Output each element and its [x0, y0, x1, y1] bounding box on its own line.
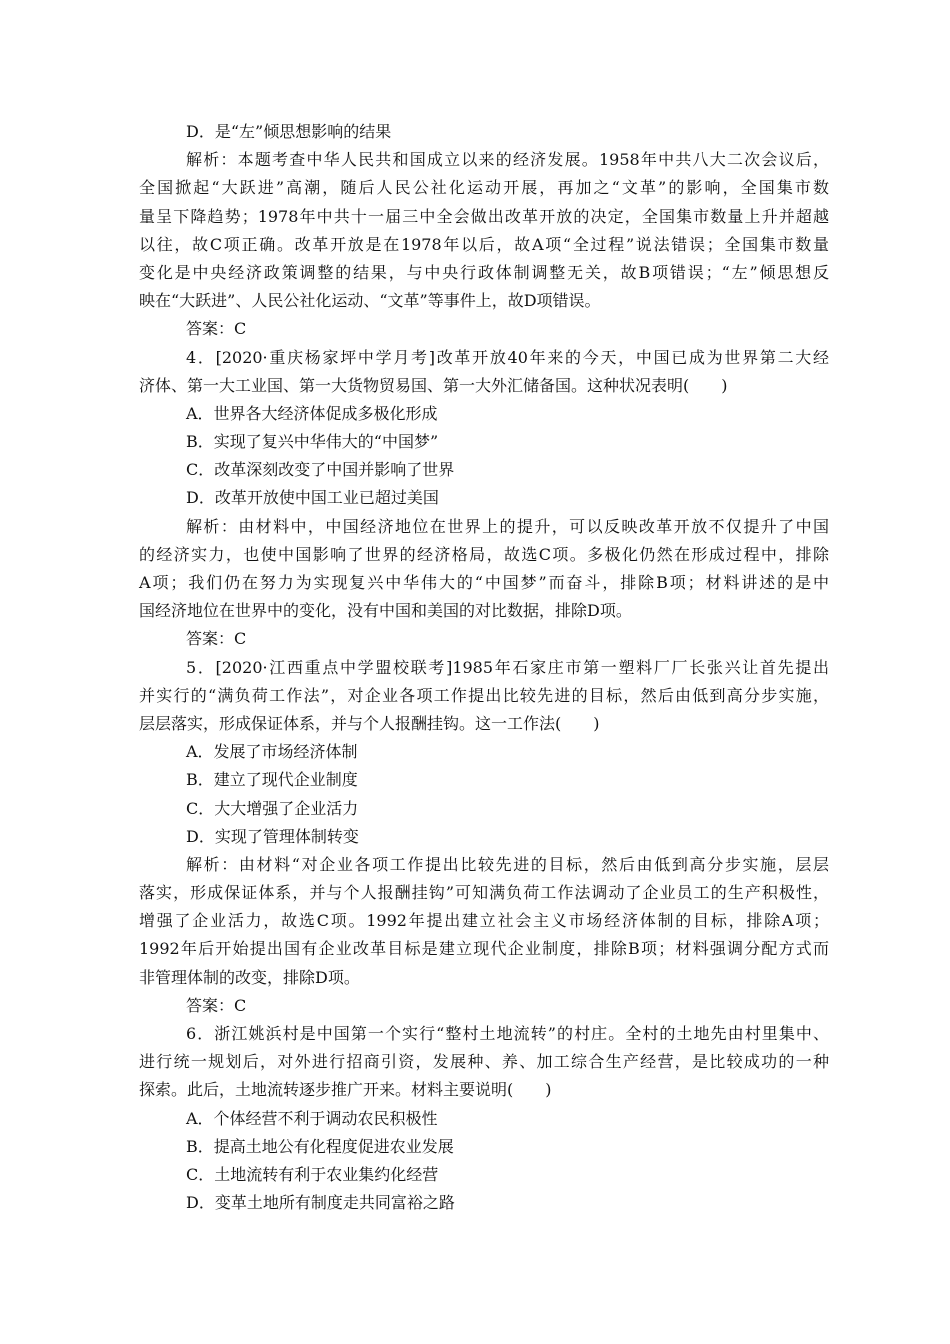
- text-line: 全国掀起“大跃进”高潮，随后人民公社化运动开展，再加之“文革”的影响，全国集市数: [139, 178, 829, 198]
- text-line: 变化是中央经济政策调整的结果，与中央行政体制调整无关，故B项错误；“左”倾思想反: [139, 262, 829, 282]
- text-line: 层层落实，形成保证体系，并与个人报酬挂钩。这一工作法( ): [139, 713, 600, 733]
- text-line: 非管理体制的改变，排除D项。: [139, 967, 360, 987]
- text-line: B．提高土地公有化程度促进农业发展: [186, 1136, 454, 1156]
- text-line: 济体、第一大工业国、第一大货物贸易国、第一大外汇储备国。这种状况表明( ): [139, 375, 728, 395]
- text-line: 1992年后开始提出国有企业改革目标是建立现代企业制度，排除B项；材料强调分配方式而: [139, 939, 829, 959]
- text-line: 4．[2020·重庆杨家坪中学月考]改革开放40年来的今天，中国已成为世界第二大经: [186, 347, 829, 367]
- text-line: A．个体经营不利于调动农民积极性: [186, 1108, 438, 1128]
- text-line: 答案：C: [186, 319, 247, 339]
- text-line: D．变革土地所有制度走共同富裕之路: [186, 1193, 455, 1213]
- text-line: A．发展了市场经济体制: [186, 742, 358, 762]
- text-line: C．改革深刻改变了中国并影响了世界: [186, 460, 455, 480]
- text-line: C．土地流转有利于农业集约化经营: [186, 1164, 439, 1184]
- text-line: 国经济地位在世界中的变化，没有中国和美国的对比数据，排除D项。: [139, 601, 632, 621]
- text-line: C．大大增强了企业活力: [186, 798, 359, 818]
- text-line: A项；我们仍在努力为实现复兴中华伟大的“中国梦”而奋斗，排除B项；材料讲述的是中: [139, 573, 829, 592]
- text-line: 答案：C: [186, 995, 247, 1015]
- text-line: 5．[2020·江西重点中学盟校联考]1985年石家庄市第一塑料厂厂长张兴让首先提出: [186, 657, 829, 677]
- text-line: 以往，故C项正确。改革开放是在1978年以后，故A项“全过程”说法错误；全国集市数量: [139, 234, 829, 254]
- text-line: 6．浙江姚浜村是中国第一个实行“整村土地流转”的村庄。全村的土地先由村里集中、: [186, 1024, 829, 1043]
- text-line: 映在“大跃进”、人民公社化运动、“文革”等事件上，故D项错误。: [139, 291, 601, 311]
- text-line: B．实现了复兴中华伟大的“中国梦”: [186, 432, 439, 452]
- text-line: D．是“左”倾思想影响的结果: [186, 122, 392, 141]
- text-line: 进行统一规划后，对外进行招商引资，发展种、养、加工综合生产经营，是比较成功的一种: [139, 1052, 829, 1072]
- document-page: [139, 118, 829, 1217]
- text-line: 解析：本题考查中华人民共和国成立以来的经济发展。1958年中共八大二次会议后，: [186, 150, 829, 170]
- text-line: D．改革开放使中国工业已超过美国: [186, 488, 439, 508]
- text-line: 答案：C: [186, 629, 247, 649]
- text-line: 落实，形成保证体系，并与个人报酬挂钩”可知满负荷工作法调动了企业员工的生产积极性，: [139, 883, 829, 903]
- text-line: D．实现了管理体制转变: [186, 826, 359, 846]
- text-line: 的经济实力，也使中国影响了世界的经济格局，故选C项。多极化仍然在形成过程中，排除: [139, 544, 829, 564]
- text-line: A．世界各大经济体促成多极化形成: [186, 403, 438, 423]
- text-line: 探索。此后，土地流转逐步推广开来。材料主要说明( ): [139, 1080, 552, 1100]
- text-line: 并实行的“满负荷工作法”，对企业各项工作提出比较先进的目标，然后由低到高分步实施，: [139, 685, 829, 705]
- text-line: B．建立了现代企业制度: [186, 770, 358, 790]
- text-line: 解析：由材料“对企业各项工作提出比较先进的目标，然后由低到高分步实施，层层: [186, 854, 829, 874]
- text-line: 量呈下降趋势；1978年中共十一届三中全会做出改革开放的决定，全国集市数量上升并超越: [139, 206, 829, 226]
- text-line: 增强了企业活力，故选C项。1992年提出建立社会主义市场经济体制的目标，排除A项；: [139, 911, 829, 931]
- text-line: 解析：由材料中，中国经济地位在世界上的提升，可以反映改革开放不仅提升了中国: [186, 516, 829, 536]
